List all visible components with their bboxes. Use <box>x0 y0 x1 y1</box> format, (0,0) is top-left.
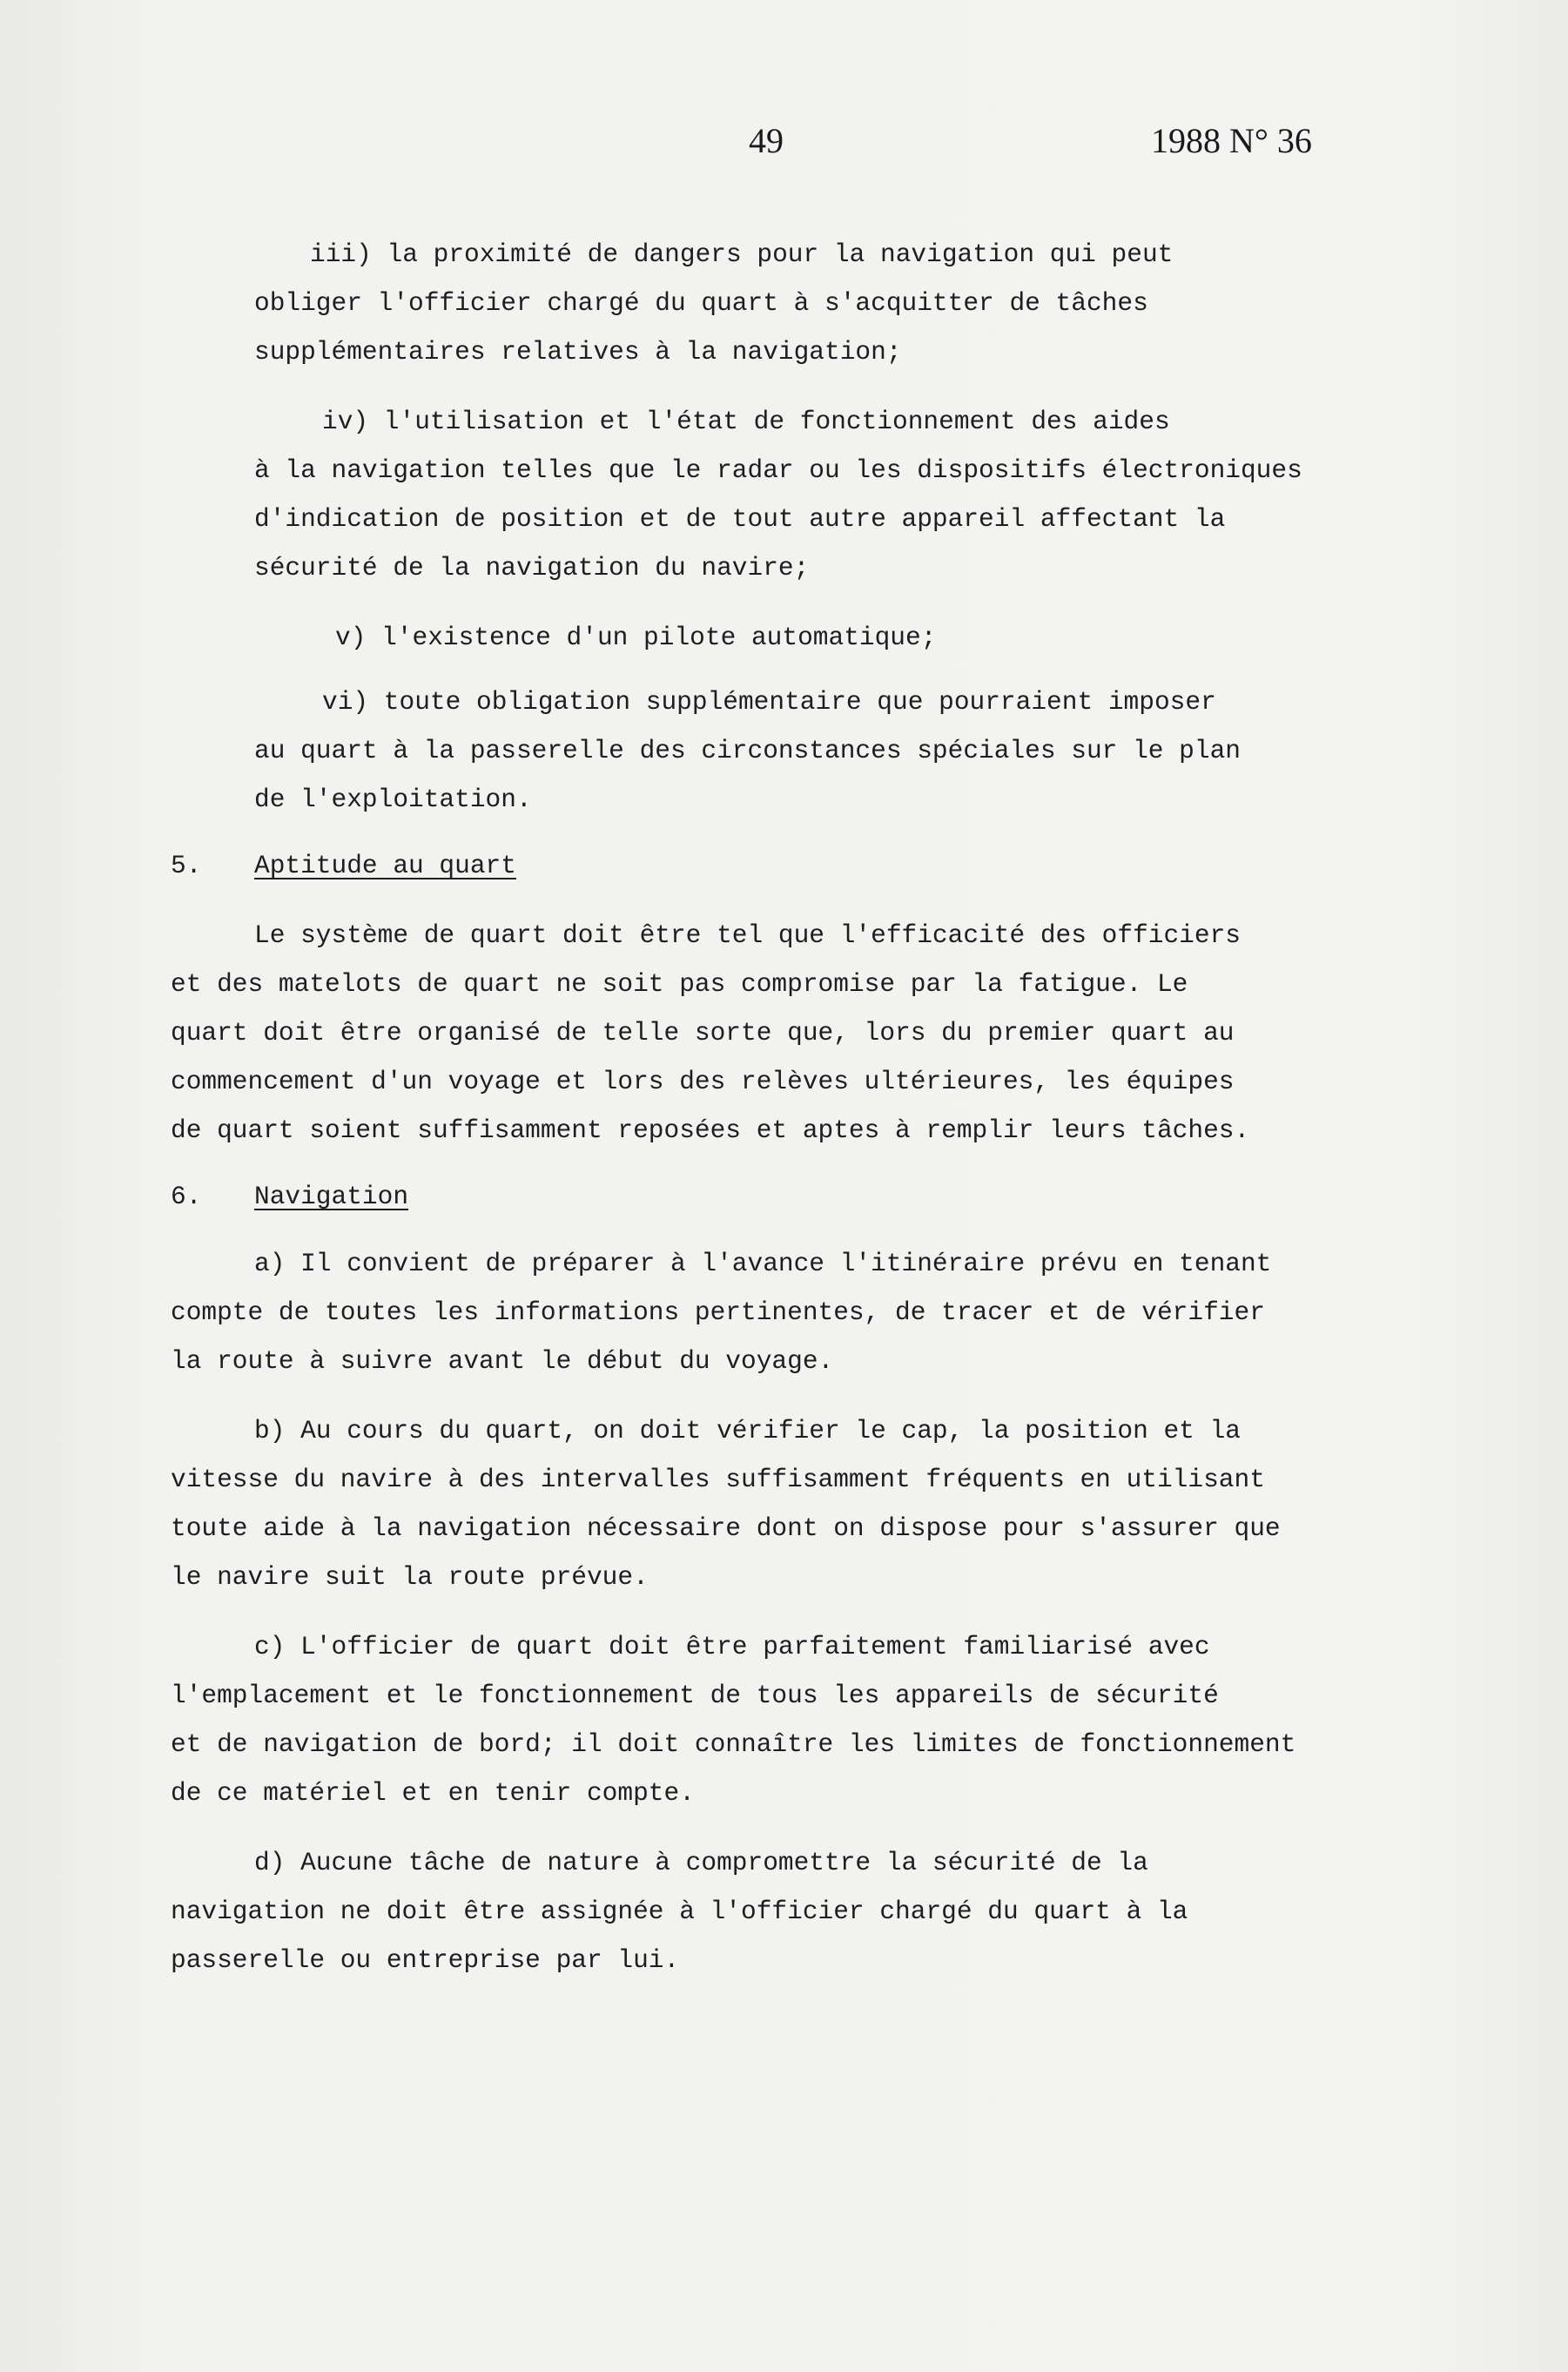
text-line: d) Aucune tâche de nature à compromettre la sécurité de la <box>254 1848 1148 1877</box>
page-number: 49 <box>749 121 784 160</box>
text-line: à la navigation telles que le radar ou les dispositifs électroniques <box>254 455 1302 485</box>
text-line: compte de toutes les informations pertinentes, de tracer et de vérifier <box>171 1297 1265 1327</box>
text-line: la route à suivre avant le début du voyage. <box>171 1346 834 1376</box>
text-line: v) l'existence d'un pilote automatique; <box>335 623 937 652</box>
text-line: de l'exploitation. <box>254 785 532 814</box>
text-line: a) Il convient de préparer à l'avance l'itinéraire prévu en tenant <box>254 1249 1272 1278</box>
text-line: vitesse du navire à des intervalles suffisamment fréquents en utilisant <box>171 1465 1265 1494</box>
section-title: Aptitude au quart <box>254 851 516 880</box>
text-line: sécurité de la navigation du navire; <box>254 553 810 583</box>
text-line: obliger l'officier chargé du quart à s'acquitter de tâches <box>254 288 1148 318</box>
text-line: d'indication de position et de tout autre appareil affectant la <box>254 504 1226 534</box>
text-line: commencement d'un voyage et lors des relèves ultérieures, les équipes <box>171 1067 1235 1096</box>
text-line: vi) toute obligation supplémentaire que pourraient imposer <box>322 687 1216 717</box>
section-title: Navigation <box>254 1182 409 1211</box>
section-number: 6. <box>171 1182 202 1211</box>
text-line: de ce matériel et en tenir compte. <box>171 1778 695 1808</box>
text-line: passerelle ou entreprise par lui. <box>171 1945 680 1975</box>
text-line: iii) la proximité de dangers pour la navigation qui peut <box>310 239 1174 269</box>
text-line: navigation ne doit être assignée à l'officier chargé du quart à la <box>171 1897 1188 1926</box>
text-line: au quart à la passerelle des circonstances spéciales sur le plan <box>254 736 1241 765</box>
section-number: 5. <box>171 851 202 880</box>
text-line: Le système de quart doit être tel que l'efficacité des officiers <box>254 920 1241 950</box>
text-line: l'emplacement et le fonctionnement de tous les appareils de sécurité <box>171 1681 1219 1710</box>
text-line: le navire suit la route prévue. <box>171 1562 649 1592</box>
text-line: supplémentaires relatives à la navigation; <box>254 337 902 367</box>
text-line: c) L'officier de quart doit être parfaitement familiarisé avec <box>254 1632 1210 1661</box>
document-number: 1988 N° 36 <box>1151 121 1312 160</box>
text-line: b) Au cours du quart, on doit vérifier le cap, la position et la <box>254 1416 1241 1445</box>
text-line: quart doit être organisé de telle sorte que, lors du premier quart au <box>171 1018 1235 1048</box>
text-line: toute aide à la navigation nécessaire dont on dispose pour s'assurer que <box>171 1513 1281 1543</box>
text-line: et de navigation de bord; il doit connaître les limites de fonctionnement <box>171 1729 1296 1759</box>
text-line: de quart soient suffisamment reposées et aptes à remplir leurs tâches. <box>171 1115 1250 1145</box>
text-line: et des matelots de quart ne soit pas compromise par la fatigue. Le <box>171 969 1188 999</box>
text-line: iv) l'utilisation et l'état de fonctionnement des aides <box>322 407 1170 436</box>
